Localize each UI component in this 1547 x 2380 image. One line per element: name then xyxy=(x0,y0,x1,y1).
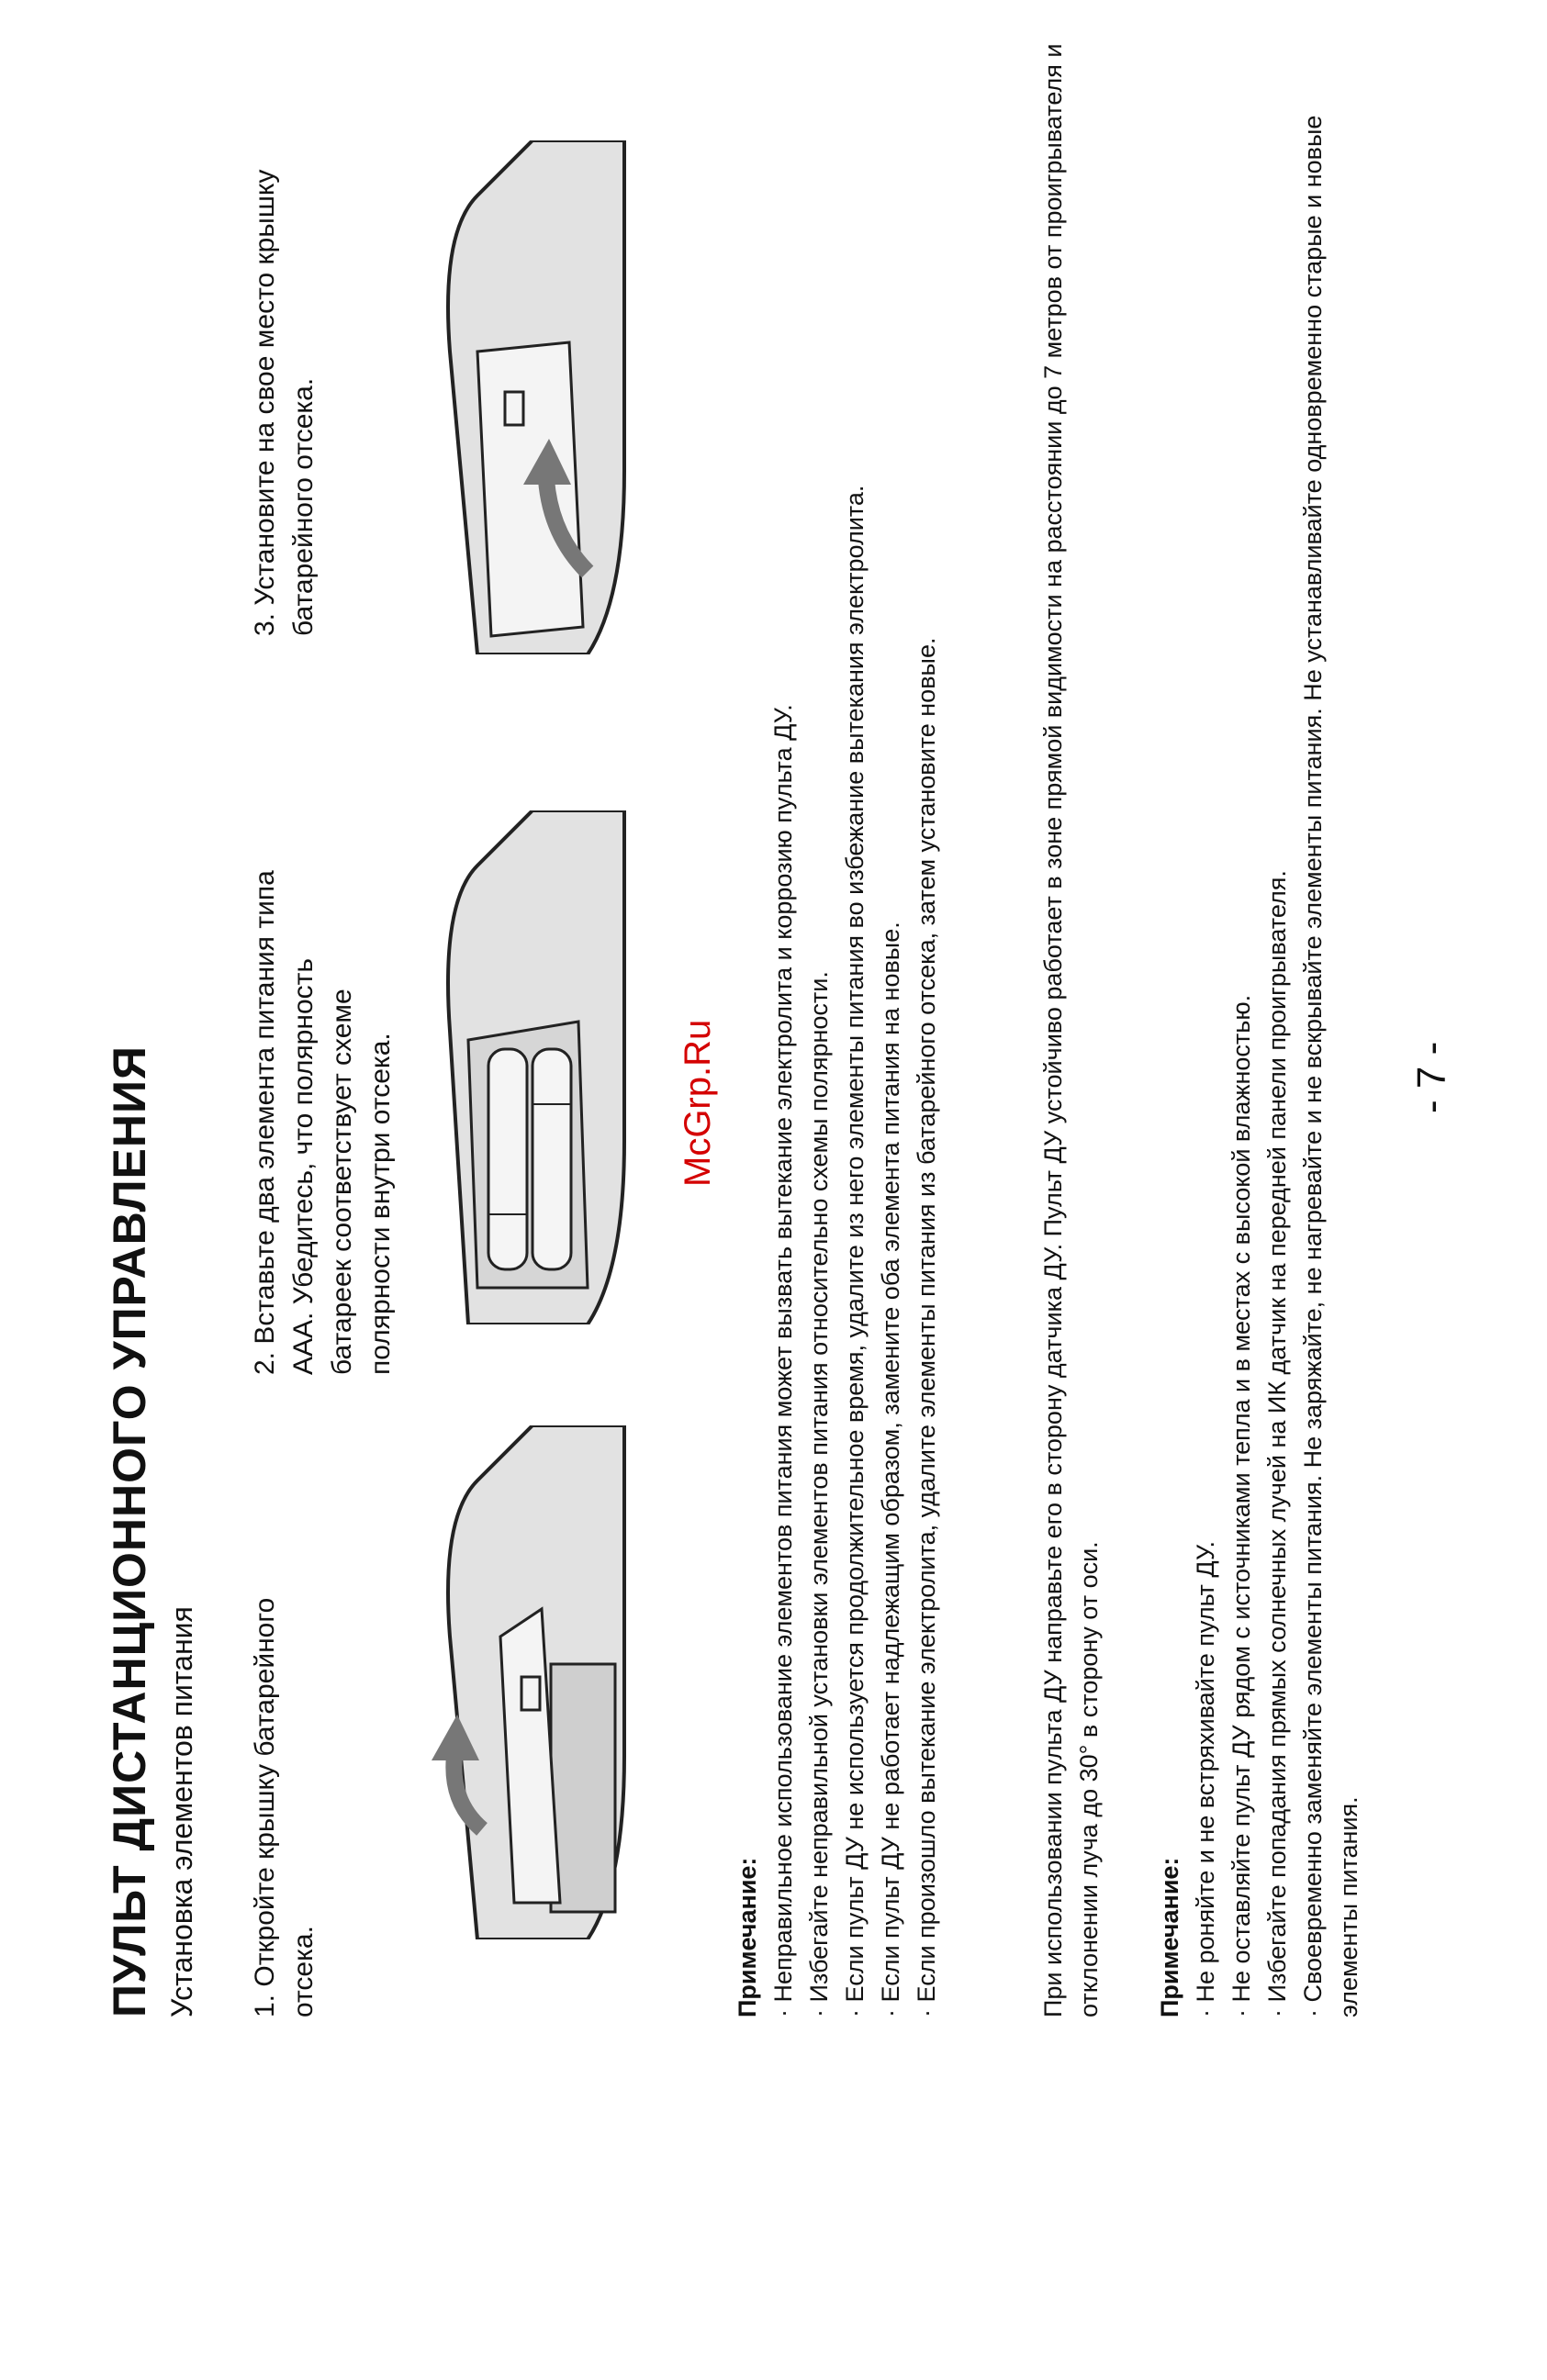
note-1-item: · Если пульт ДУ не работает надлежащим образом, замените оба элемента питания на новые. xyxy=(877,922,904,2017)
note-1-item: · Если произошло вытекание электролита, удалите элементы питания из батарейного отсека, затем установите новые. xyxy=(913,637,940,2017)
note-1-heading: Примечание: xyxy=(734,1857,761,2017)
remote-batteries-icon xyxy=(413,810,652,1324)
note-2-item: · Своевременно заменяйте элементы питания. Не заряжайте, не нагревайте и не вскрывайте элементы питания. Не устанавливайте одновременно старые и новые элементы питания. xyxy=(1299,115,1362,2017)
step-2-text: 2. Вставьте два элемента питания типа ААА. Убедитесь, что полярность батареек соответствует схеме полярности внутри отсека. xyxy=(250,870,396,1375)
note-1-item: · Избегайте неправильной установки элементов питания относительно схемы полярности. xyxy=(805,971,833,2017)
note-1-item: · Неправильное использование элементов питания может вызвать вытекание электролита и коррозию пульта ДУ. xyxy=(769,704,797,2017)
step-1-text: 1. Откройте крышку батарейного отсека. xyxy=(250,1597,319,2017)
page-title: ПУЛЬТ ДИСТАНЦИОННОГО УПРАВЛЕНИЯ xyxy=(104,1045,155,2017)
section-subtitle: Установка элементов питания xyxy=(165,1606,198,2017)
note-2-item: · Не роняйте и не встряхивайте пульт ДУ. xyxy=(1192,1540,1219,2017)
note-1-item: · Если пульт ДУ не используется продолжительное время, удалите из него элементы питания во избежание вытекания электролита. xyxy=(841,485,869,2017)
remote-cover-open-icon xyxy=(413,1425,652,1939)
usage-paragraph: При использовании пульта ДУ направьте его в сторону датчика ДУ. Пульт ДУ устойчиво работает в зоне прямой видимости на расстоянии до 7 метров от проигрывателя и отклонении луча до 30° в сторону от оси. xyxy=(1039,43,1103,2017)
note-2-heading: Примечание: xyxy=(1156,1857,1183,2017)
note-2 xyxy=(1152,35,1367,2017)
watermark: McGrp.Ru xyxy=(678,1019,718,1187)
step-3-text: 3. Установите на свое место крышку батарейного отсека. xyxy=(250,169,319,636)
note-1 xyxy=(730,35,945,2017)
page-number: - 7 - xyxy=(1409,1041,1454,1113)
remote-cover-close-icon xyxy=(413,140,652,654)
note-2-item: · Избегайте попадания прямых солнечных лучей на ИК датчик на передней панели проигрывателя. xyxy=(1263,870,1291,2017)
note-2-item: · Не оставляйте пульт ДУ рядом с источниками тепла и в местах с высокой влажностью. xyxy=(1228,994,1255,2017)
